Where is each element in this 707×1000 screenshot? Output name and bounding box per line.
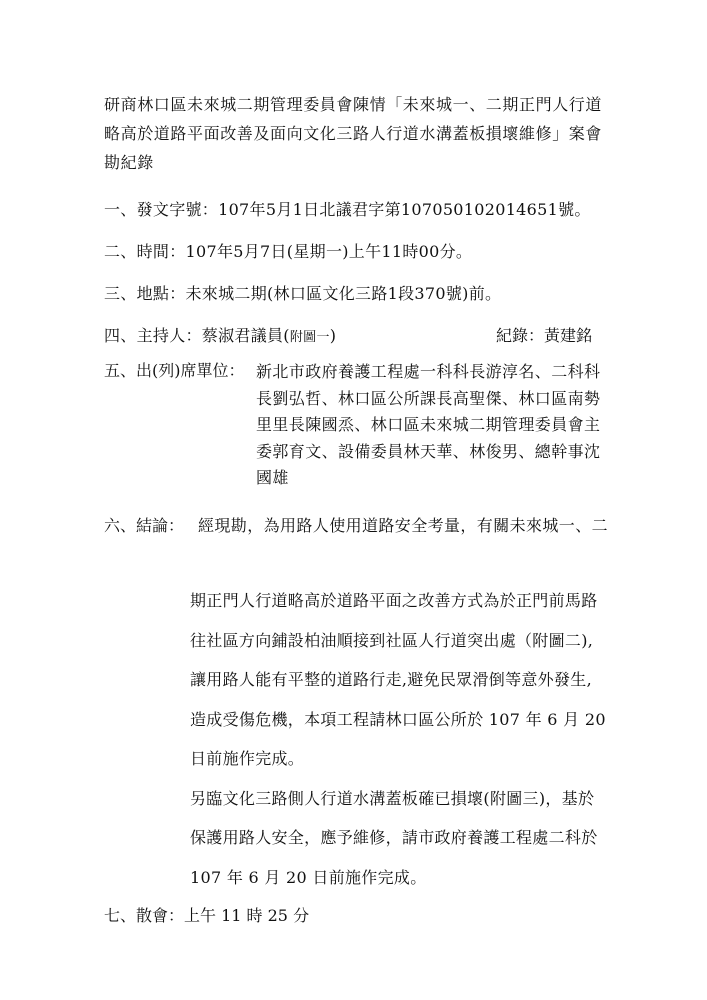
item-host: [104, 324, 336, 350]
title-line: 勘紀錄: [104, 153, 154, 172]
conclusion-line: 107 年 6 月 20 日前施作完成。: [190, 867, 427, 887]
attendees-line: 里里長陳國烝、林口區未來城二期管理委員會主: [256, 415, 601, 434]
host-close: ): [329, 326, 337, 345]
conclusion-first-line: 經現勘，為用路人使用道路安全考量，有關未來城一、二: [198, 516, 609, 535]
item-location: 三、地點：未來城二期(林口區文化三路1段370號)前。: [104, 284, 502, 303]
title-line: 略高於道路平面改善及面向文化三路人行道水溝蓋板損壞維修」案會: [104, 124, 603, 143]
item-adjournment: 七、散會：上午 11 時 25 分: [104, 906, 310, 925]
document-title: [104, 90, 620, 177]
item-attendees-label: 五、出(列)席單位：: [104, 361, 245, 380]
attendees-line: 國雄: [256, 468, 289, 487]
item-document-number: 一、發文字號：107年5月1日北議君字第107050102014651號。: [104, 200, 591, 219]
title-line: 研商林口區未來城二期管理委員會陳情「未來城一、二期正門人行道: [104, 95, 603, 114]
item-recorder: 紀錄：黃建銘: [496, 326, 593, 345]
item-attendees-list: [256, 359, 626, 492]
conclusion-line: 另臨文化三路側人行道水溝蓋板確已損壞(附圖三)，基於: [190, 788, 595, 808]
attendees-line: 委郭育文、設備委員林天華、林俊男、總幹事沈: [256, 441, 601, 461]
conclusion-body: [190, 581, 630, 897]
conclusion-line: 讓用路人能有平整的道路行走,避免民眾滑倒等意外發生,: [190, 670, 592, 689]
conclusion-line: 期正門人行道略高於道路平面之改善方式為於正門前馬路: [190, 591, 598, 610]
conclusion-line: 保護用路人安全，應予維修，請市政府養護工程處二科於: [190, 828, 598, 847]
item-conclusion-label: 六、結論：: [104, 516, 185, 535]
attendees-line: 長劉弘哲、林口區公所課長高聖傑、林口區南勢: [256, 388, 601, 408]
item-time: 二、時間：107年5月7日(星期一)上午11時00分。: [104, 242, 473, 261]
host-attachment-note: 附圖一: [289, 330, 330, 345]
conclusion-line: 往社區方向鋪設柏油順接到社區人行道突出處（附圖二),: [190, 630, 594, 650]
conclusion-line: 造成受傷危機，本項工程請林口區公所於 107 年 6 月 20: [190, 709, 606, 729]
host-label: 四、主持人：蔡淑君議員(: [104, 326, 290, 345]
attendees-line: 新北市政府養護工程處一科科長游淳名、二科科: [256, 362, 601, 381]
conclusion-line: 日前施作完成。: [190, 749, 305, 768]
